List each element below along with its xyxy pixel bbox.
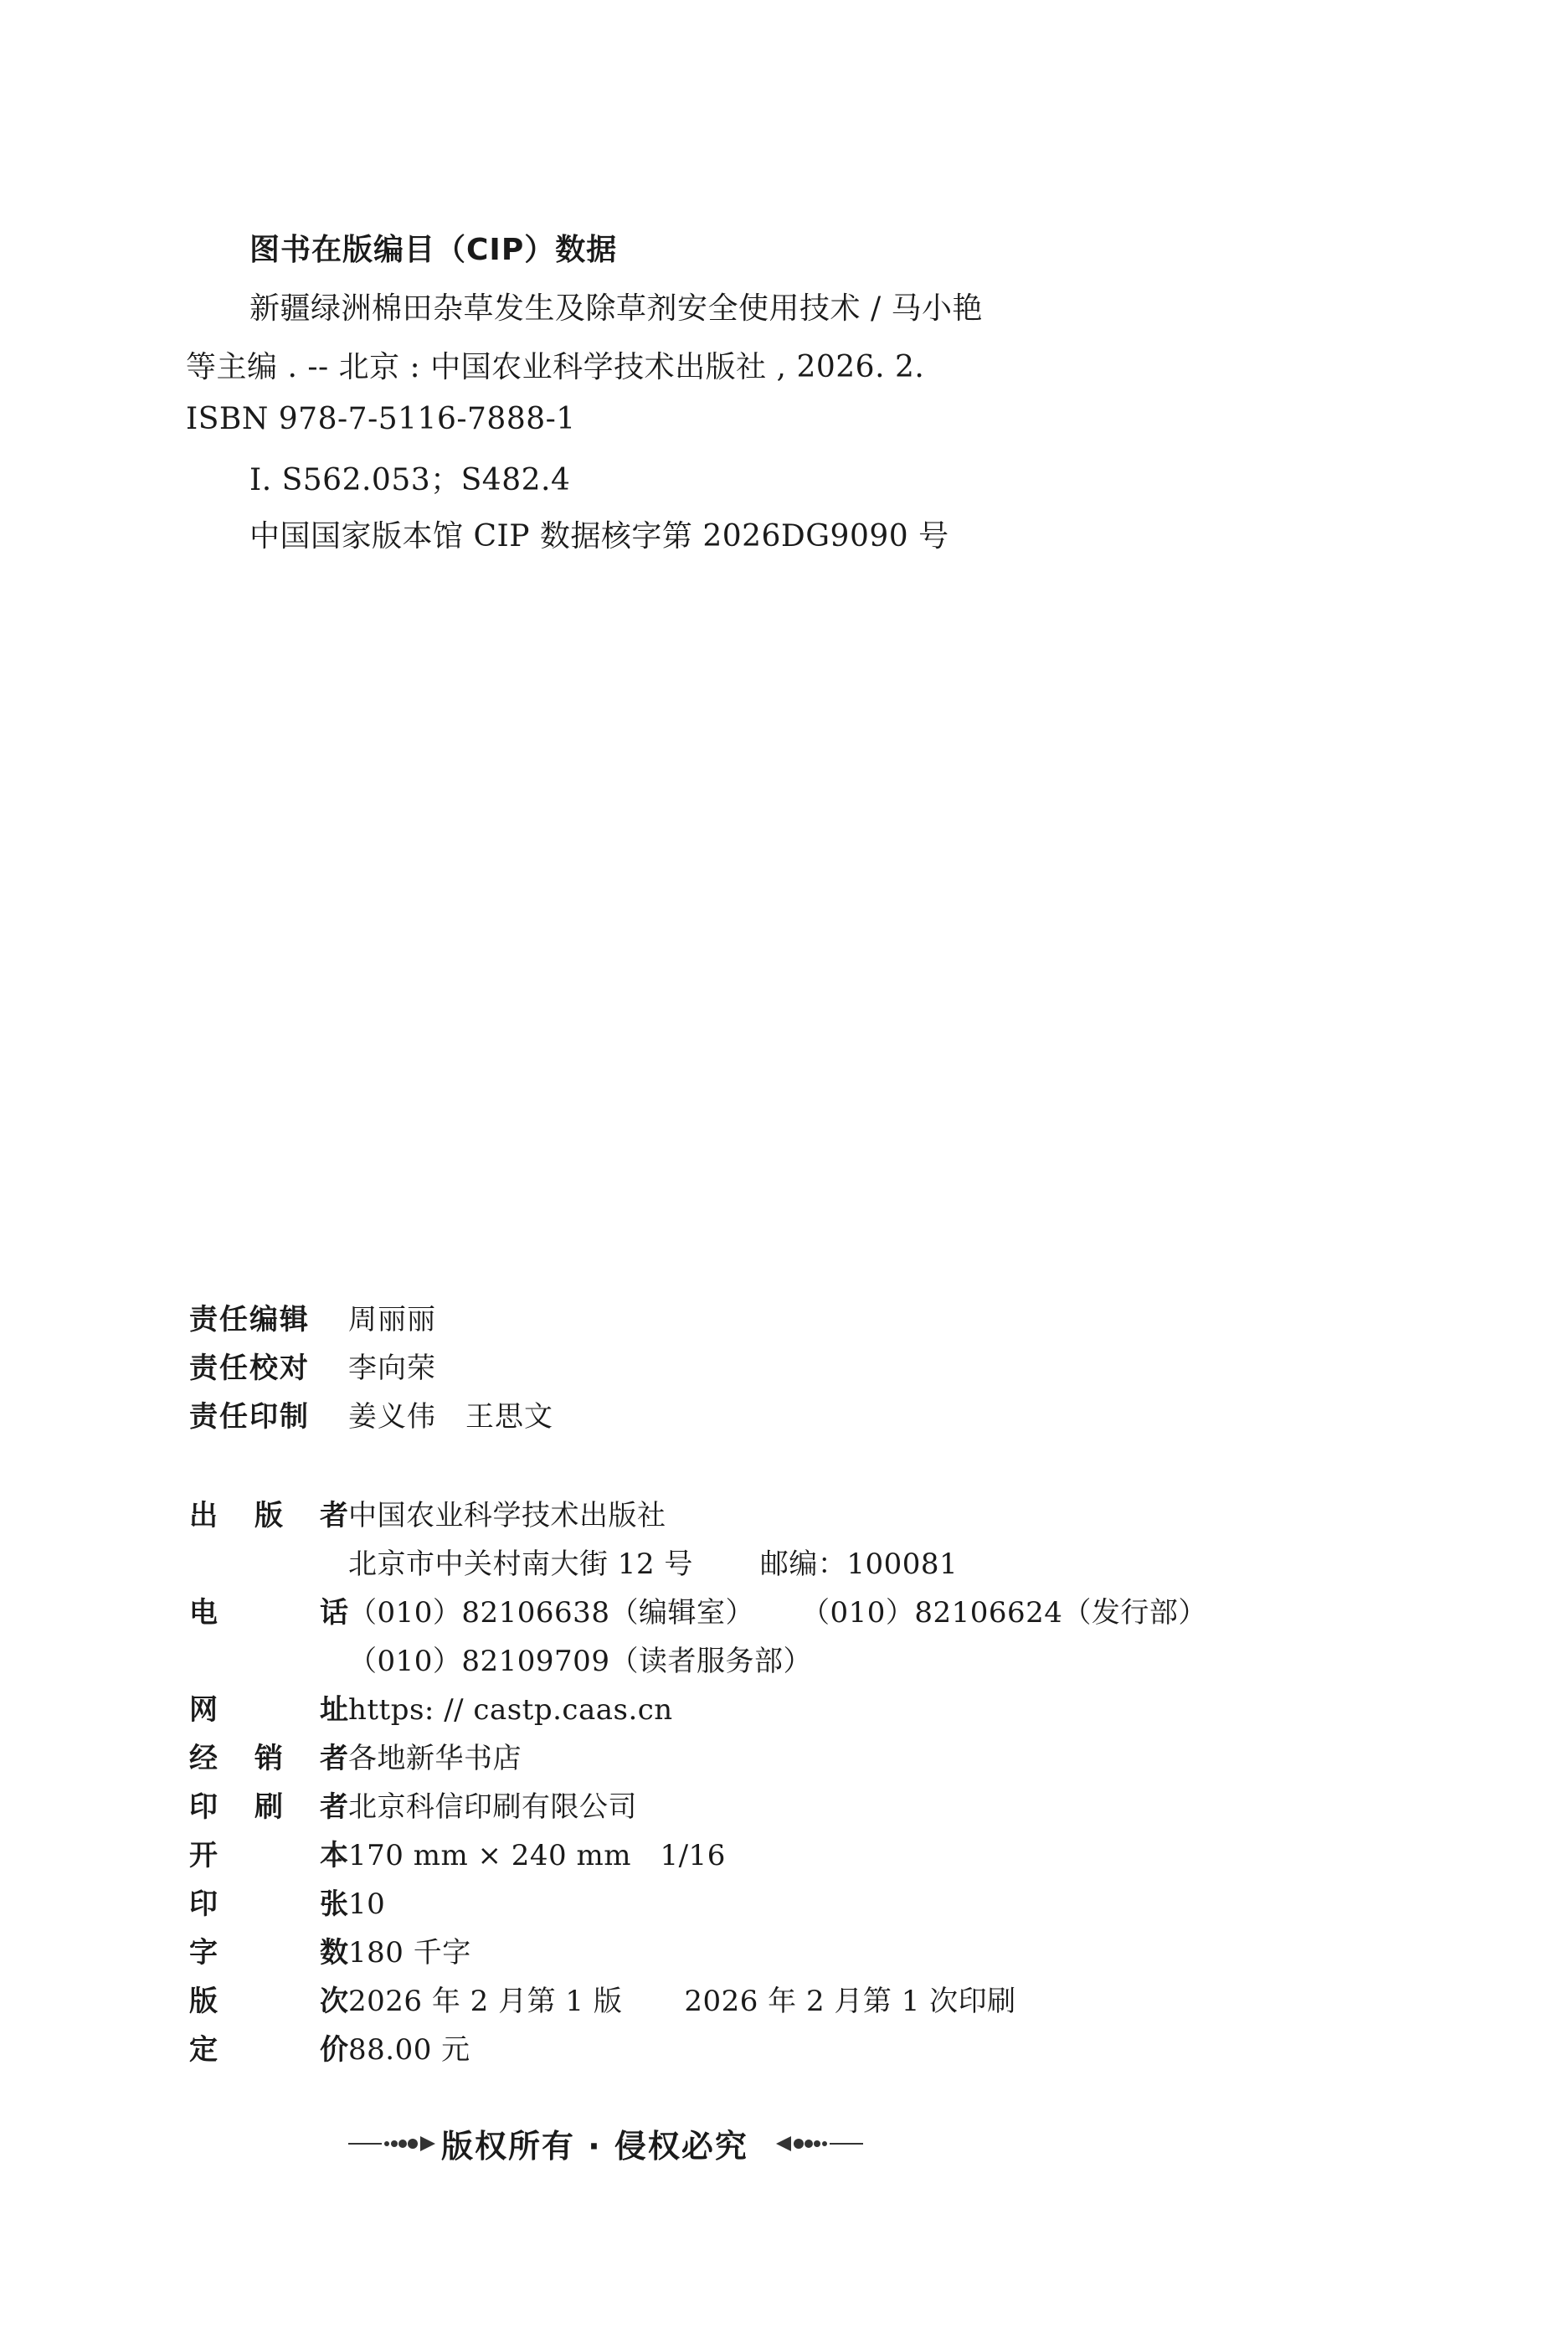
cip-title-line: 新疆绿洲棉田杂草发生及除草剂安全使用技术 / 马小艳 [249, 291, 984, 326]
info-value: 中国农业科学技术出版社 [348, 1499, 666, 1532]
info-value: 10 [348, 1887, 386, 1921]
info-label: 定 价 [189, 2033, 348, 2067]
info-value: 北京科信印刷有限公司 [348, 1790, 637, 1824]
info-label: 版 次 [189, 1985, 348, 2018]
info-row-distributor [189, 1735, 522, 1779]
info-row-words [189, 1929, 471, 1973]
postcode-value: 邮编：100081 [759, 1548, 959, 1581]
credit-value: 周丽丽 [348, 1303, 436, 1336]
info-row-website [189, 1687, 673, 1730]
edition-value: 2026 年 2 月第 1 版 [348, 1985, 623, 2018]
cip-publication-line: 等主编 . -- 北京 : 中国农业科学技术出版社 , 2026. 2. [186, 350, 925, 384]
info-row-phone [189, 1589, 1207, 1633]
info-row-publisher [189, 1492, 666, 1536]
credit-label: 责任编辑 [189, 1303, 310, 1336]
phone-value-reader-service: （010）82109709（读者服务部） [348, 1645, 812, 1678]
info-label: 经 销 者 [189, 1742, 348, 1775]
info-row-price [189, 2026, 470, 2070]
info-row-edition [189, 1978, 1016, 2021]
website-value: https: // castp.caas.cn [348, 1693, 673, 1727]
phone-value-distribution: （010）82106624（发行部） [800, 1596, 1207, 1630]
cip-classification: Ⅰ. S562.053；S482.4 [249, 463, 571, 497]
cip-heading: 图书在版编目（CIP）数据 [249, 233, 618, 267]
credit-value: 李向荣 [348, 1352, 436, 1385]
info-value: 88.00 元 [348, 2033, 470, 2067]
credit-value: 姜义伟 王思文 [348, 1400, 553, 1434]
info-label: 印 刷 者 [189, 1790, 348, 1824]
cip-record-number: 中国国家版本馆 CIP 数据核字第 2026DG9090 号 [249, 519, 949, 554]
copyright-text: 版权所有 · 侵权必究 [441, 2128, 748, 2165]
info-label: 网 址 [189, 1693, 348, 1727]
info-label: 印 张 [189, 1887, 348, 1921]
copyright-banner [0, 2119, 1568, 2169]
info-row-phone-2 [189, 1638, 812, 1681]
credit-label: 责任校对 [189, 1352, 310, 1385]
printing-value: 2026 年 2 月第 1 次印刷 [684, 1985, 1016, 2018]
credit-label: 责任印制 [189, 1400, 310, 1434]
info-label: 字 数 [189, 1936, 348, 1970]
address-value: 北京市中关村南大街 12 号 [348, 1548, 693, 1581]
info-row-format [189, 1832, 726, 1876]
phone-value-editorial: （010）82106638（编辑室） [348, 1596, 754, 1630]
info-row-address [189, 1541, 958, 1584]
credit-row-printing [189, 1393, 553, 1437]
info-label: 开 本 [189, 1839, 348, 1872]
info-value: 各地新华书店 [348, 1742, 522, 1775]
info-value: 180 千字 [348, 1936, 471, 1970]
credit-row-proofreader [189, 1345, 436, 1388]
cip-isbn: ISBN 978-7-5116-7888-1 [186, 402, 576, 436]
info-row-sheets [189, 1881, 385, 1924]
info-value: 170 mm × 240 mm 1/16 [348, 1839, 726, 1872]
info-row-printer [189, 1784, 637, 1827]
info-label: 电 话 [189, 1596, 348, 1630]
credit-row-editor [189, 1296, 436, 1340]
right-ornament-icon [774, 2134, 863, 2154]
left-ornament-icon [348, 2134, 437, 2154]
info-label: 出 版 者 [189, 1499, 348, 1532]
